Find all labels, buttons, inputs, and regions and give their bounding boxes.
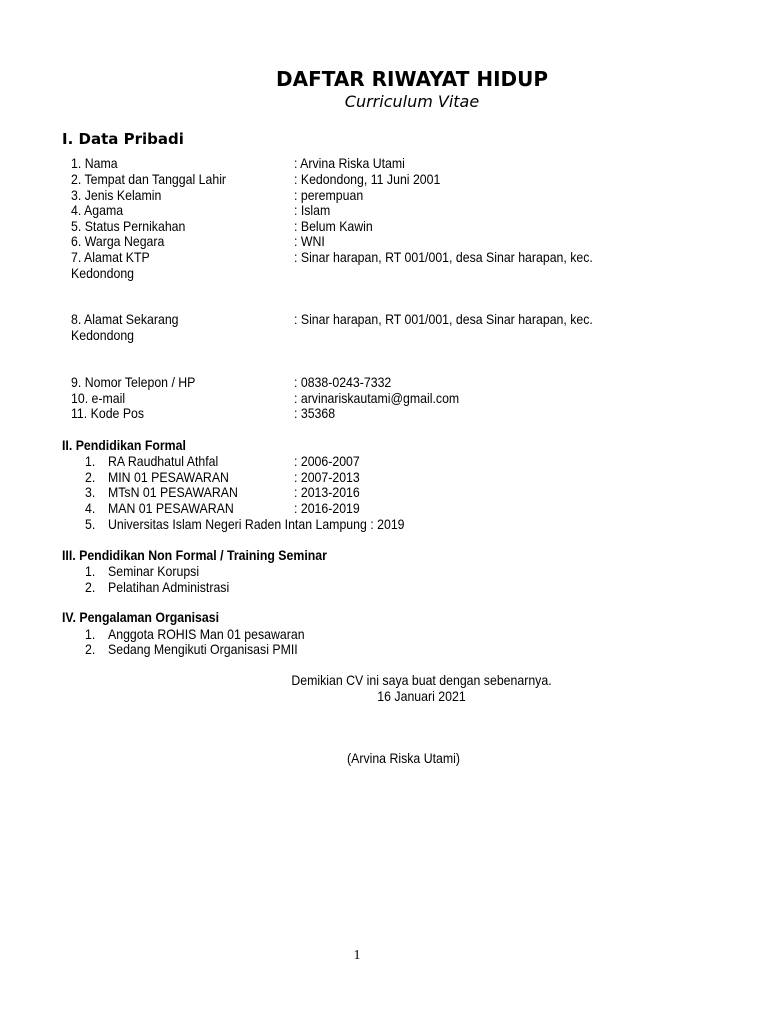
section-heading-formal-education: II. Pendidikan Formal: [62, 437, 186, 453]
personal-value-wrap: Kedondong: [71, 327, 135, 343]
list-number: 1.: [85, 453, 96, 469]
education-name: RA Raudhatul Athfal: [108, 453, 219, 469]
personal-value: : Arvina Riska Utami: [294, 155, 405, 171]
personal-label: 11. Kode Pos: [71, 405, 145, 421]
personal-label: 2. Tempat dan Tanggal Lahir: [71, 171, 227, 187]
list-number: 1.: [85, 626, 96, 642]
list-number: 2.: [85, 641, 96, 657]
section-heading-organization: IV. Pengalaman Organisasi: [62, 609, 220, 625]
personal-label: 5. Status Pernikahan: [71, 218, 186, 234]
section-heading-non-formal: III. Pendidikan Non Formal / Training Seminar: [62, 547, 327, 563]
personal-value: : Sinar harapan, RT 001/001, desa Sinar harapan, kec.: [294, 249, 593, 265]
personal-value: : Kedondong, 11 Juni 2001: [294, 171, 441, 187]
personal-value: : Belum Kawin: [294, 218, 373, 234]
organization-name: Anggota ROHIS Man 01 pesawaran: [108, 626, 305, 642]
list-number: 2.: [85, 579, 96, 595]
education-name: MTsN 01 PESAWARAN: [108, 484, 238, 500]
closing-statement: Demikian CV ini saya buat dengan sebenarnya.: [291, 672, 552, 688]
education-year: : 2006-2007: [294, 453, 360, 469]
list-number: 3.: [85, 484, 96, 500]
personal-label: 4. Agama: [71, 202, 124, 218]
personal-value: : perempuan: [294, 187, 364, 203]
document-subtitle: Curriculum Vitae: [344, 92, 480, 111]
document-title: DAFTAR RIWAYAT HIDUP: [275, 67, 549, 91]
personal-value-wrap: Kedondong: [71, 265, 135, 281]
personal-label: 6. Warga Negara: [71, 233, 165, 249]
personal-value: : 35368: [294, 405, 336, 421]
personal-value: : Islam: [294, 202, 331, 218]
training-name: Seminar Korupsi: [108, 563, 200, 579]
personal-label: 7. Alamat KTP: [71, 249, 150, 265]
education-name: MAN 01 PESAWARAN: [108, 500, 234, 516]
personal-value: : arvinariskautami@gmail.com: [294, 390, 460, 406]
organization-name: Sedang Mengikuti Organisasi PMII: [108, 641, 298, 657]
list-number: 2.: [85, 469, 96, 485]
education-year: : 2016-2019: [294, 500, 360, 516]
education-year: : 2013-2016: [294, 484, 360, 500]
list-number: 5.: [85, 516, 96, 532]
education-name: Universitas Islam Negeri Raden Intan Lampung : 2019: [108, 516, 405, 532]
signature-name: (Arvina Riska Utami): [347, 750, 460, 766]
personal-label: 1. Nama: [71, 155, 118, 171]
personal-label: 9. Nomor Telepon / HP: [71, 374, 196, 390]
list-number: 4.: [85, 500, 96, 516]
personal-label: 8. Alamat Sekarang: [71, 311, 179, 327]
closing-date: 16 Januari 2021: [377, 688, 466, 704]
personal-value: : WNI: [294, 233, 325, 249]
personal-value: : Sinar harapan, RT 001/001, desa Sinar harapan, kec.: [294, 311, 593, 327]
section-heading-personal-data: I. Data Pribadi: [62, 130, 184, 148]
personal-value: : 0838-0243-7332: [294, 374, 392, 390]
page-number: 1: [353, 948, 361, 963]
personal-label: 3. Jenis Kelamin: [71, 187, 162, 203]
education-year: : 2007-2013: [294, 469, 360, 485]
education-name: MIN 01 PESAWARAN: [108, 469, 229, 485]
training-name: Pelatihan Administrasi: [108, 579, 230, 595]
personal-label: 10. e-mail: [71, 390, 126, 406]
list-number: 1.: [85, 563, 96, 579]
